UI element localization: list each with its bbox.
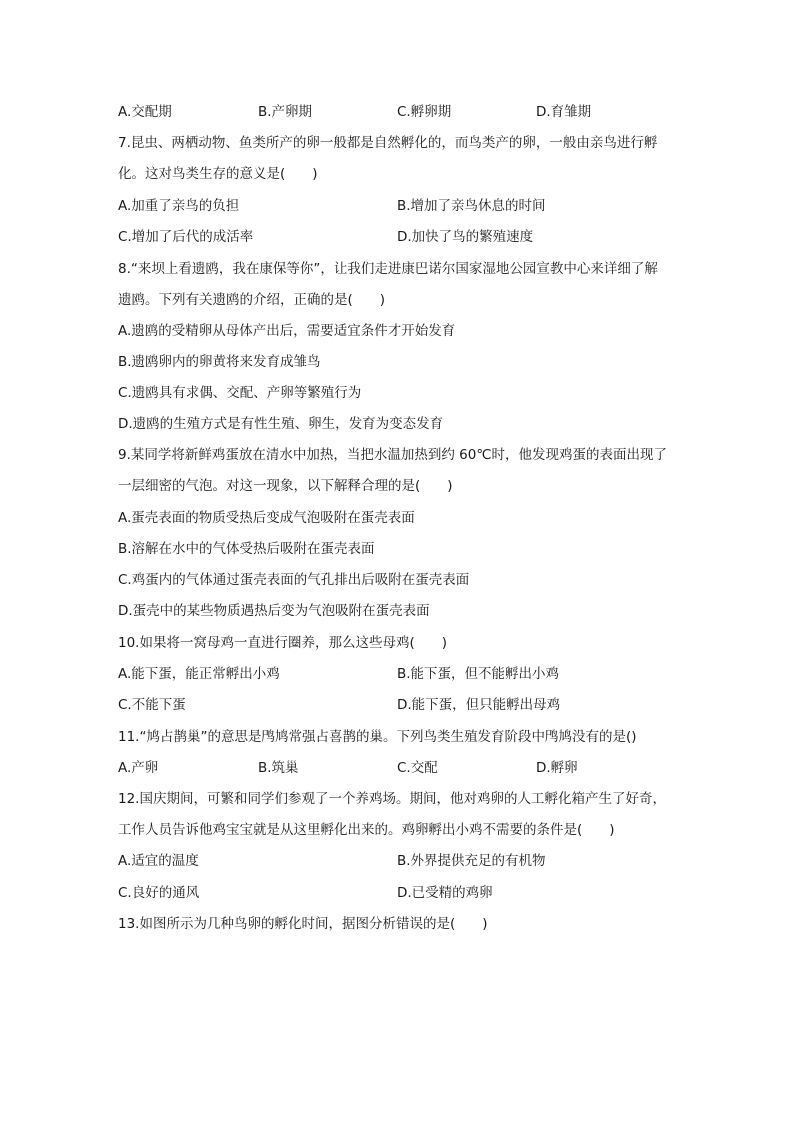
q8-option-c: C.遗鸥具有求偶、交配、产卵等繁殖行为 <box>118 385 362 401</box>
q9-option-d: D.蛋壳中的某些物质遇热后变为气泡吸附在蛋壳表面 <box>118 603 430 619</box>
q11-option-b: B.筑巢 <box>258 760 299 776</box>
q12-stem-line1: 12.国庆期间，可繁和同学们参观了一个养鸡场。期间，他对鸡卵的人工孵化箱产生了好奇， <box>118 791 666 807</box>
q7-stem-line1: 7.昆虫、两栖动物、鱼类所产的卵一般都是自然孵化的，而鸟类产的卵，一般由亲鸟进行孵 <box>118 135 658 151</box>
q12-option-c: C.良好的通风 <box>118 885 200 901</box>
q8-stem-line1: 8.“来坝上看遗鸥，我在康保等你”，让我们走进康巴诺尔国家湿地公园宣教中心来详细了解 <box>118 261 658 277</box>
q10-option-c: C.不能下蛋 <box>118 697 186 713</box>
q12-option-a: A.适宜的温度 <box>118 853 199 869</box>
q11-option-a: A.产卵 <box>118 760 159 776</box>
q13-stem-line1: 13.如图所示为几种鸟卵的孵化时间，据图分析错误的是( ) <box>118 916 488 932</box>
q8-stem-line2: 遗鸥。下列有关遗鸥的介绍，正确的是( ) <box>118 292 386 308</box>
q7-option-c: C.增加了后代的成活率 <box>118 229 254 245</box>
q11-option-d: D.孵卵 <box>536 760 578 776</box>
q10-option-a: A.能下蛋，能正常孵出小鸡 <box>118 666 280 682</box>
q9-stem-line1: 9.某同学将新鲜鸡蛋放在清水中加热，当把水温加热到约 60℃时，他发现鸡蛋的表面出现了 <box>118 447 668 463</box>
q10-option-b: B.能下蛋，但不能孵出小鸡 <box>397 666 560 682</box>
q9-option-a: A.蛋壳表面的物质受热后变成气泡吸附在蛋壳表面 <box>118 510 415 526</box>
q8-option-a: A.遗鸥的受精卵从母体产出后，需要适宜条件才开始发育 <box>118 323 456 339</box>
q9-stem-line2: 一层细密的气泡。对这一现象，以下解释合理的是( ) <box>118 478 453 494</box>
q6-option-b: B.产卵期 <box>258 104 313 120</box>
q6-option-c: C.孵卵期 <box>397 104 452 120</box>
q9-option-b: B.溶解在水中的气体受热后吸附在蛋壳表面 <box>118 541 375 557</box>
q11-option-c: C.交配 <box>397 760 438 776</box>
q8-option-d: D.遗鸥的生殖方式是有性生殖、卵生，发育为变态发育 <box>118 416 444 432</box>
q7-option-b: B.增加了亲鸟休息的时间 <box>397 198 546 214</box>
q6-option-a: A.交配期 <box>118 104 172 120</box>
q8-option-b: B.遗鸥卵内的卵黄将来发育成雏鸟 <box>118 354 321 370</box>
q9-option-c: C.鸡蛋内的气体通过蛋壳表面的气孔排出后吸附在蛋壳表面 <box>118 572 470 588</box>
q10-option-d: D.能下蛋，但只能孵出母鸡 <box>397 697 561 713</box>
q10-stem-line1: 10.如果将一窝母鸡一直进行圈养，那么这些母鸡( ) <box>118 635 448 651</box>
q7-option-a: A.加重了亲鸟的负担 <box>118 198 240 214</box>
q11-stem-line1: 11.“鸠占鹊巢”的意思是鸤鸠常强占喜鹊的巢。下列鸟类生殖发育阶段中鸤鸠没有的是() <box>118 729 637 745</box>
q12-stem-line2: 工作人员告诉他鸡宝宝就是从这里孵化出来的。鸡卵孵出小鸡不需要的条件是( ) <box>118 822 615 838</box>
q7-option-d: D.加快了鸟的繁殖速度 <box>397 229 534 245</box>
q12-option-d: D.已受精的鸡卵 <box>397 885 493 901</box>
q7-stem-line2: 化。这对鸟类生存的意义是( ) <box>118 166 318 182</box>
q6-option-d: D.育雏期 <box>536 104 592 120</box>
q12-option-b: B.外界提供充足的有机物 <box>397 853 546 869</box>
